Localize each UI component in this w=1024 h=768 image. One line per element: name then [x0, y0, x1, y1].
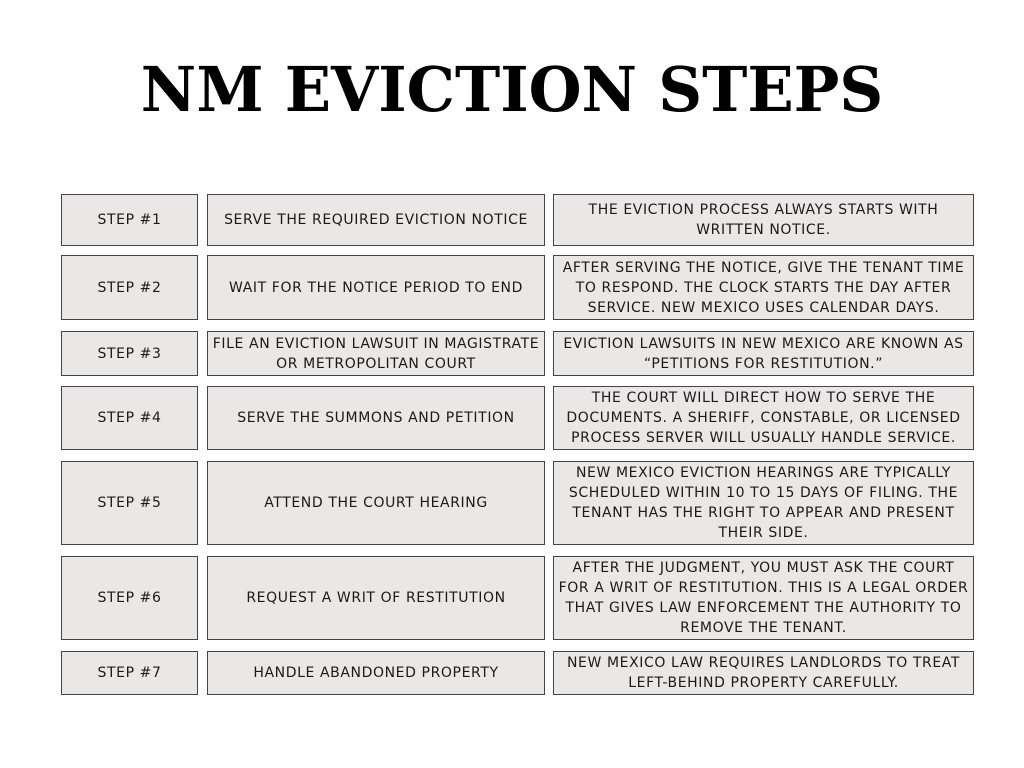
step-description: THE COURT WILL DIRECT HOW TO SERVE THE DOCUMENTS. A SHERIFF, CONSTABLE, OR LICENSED PROCESS SERVER WILL USUALLY HANDLE SERVICE.	[553, 386, 974, 450]
step-action: ATTEND THE COURT HEARING	[207, 461, 545, 545]
step-action: FILE AN EVICTION LAWSUIT IN MAGISTRATE OR METROPOLITAN COURT	[207, 331, 545, 376]
step-action: SERVE THE REQUIRED EVICTION NOTICE	[207, 194, 545, 246]
step-description: THE EVICTION PROCESS ALWAYS STARTS WITH WRITTEN NOTICE.	[553, 194, 974, 246]
step-action: HANDLE ABANDONED PROPERTY	[207, 651, 545, 695]
step-number: STEP #2	[61, 255, 198, 320]
step-number: STEP #6	[61, 556, 198, 640]
step-number: STEP #3	[61, 331, 198, 376]
step-row-3	[61, 331, 974, 376]
step-row-1	[61, 194, 974, 246]
step-description: AFTER THE JUDGMENT, YOU MUST ASK THE COURT FOR A WRIT OF RESTITUTION. THIS IS A LEGAL ORDER THAT GIVES LAW ENFORCEMENT THE AUTHORITY TO REMOVE THE TENANT.	[553, 556, 974, 640]
step-action: WAIT FOR THE NOTICE PERIOD TO END	[207, 255, 545, 320]
step-number: STEP #4	[61, 386, 198, 450]
page-title: NM EVICTION STEPS	[140, 53, 884, 126]
step-description: NEW MEXICO EVICTION HEARINGS ARE TYPICALLY SCHEDULED WITHIN 10 TO 15 DAYS OF FILING. THE TENANT HAS THE RIGHT TO APPEAR AND PRESENT THEIR SIDE.	[553, 461, 974, 545]
step-description: EVICTION LAWSUITS IN NEW MEXICO ARE KNOWN AS “PETITIONS FOR RESTITUTION.”	[553, 331, 974, 376]
step-action: SERVE THE SUMMONS AND PETITION	[207, 386, 545, 450]
step-description: AFTER SERVING THE NOTICE, GIVE THE TENANT TIME TO RESPOND. THE CLOCK STARTS THE DAY AFTER SERVICE. NEW MEXICO USES CALENDAR DAYS.	[553, 255, 974, 320]
step-description: NEW MEXICO LAW REQUIRES LANDLORDS TO TREAT LEFT-BEHIND PROPERTY CAREFULLY.	[553, 651, 974, 695]
step-row-7	[61, 651, 974, 695]
step-number: STEP #1	[61, 194, 198, 246]
step-row-4	[61, 386, 974, 450]
step-row-6	[61, 556, 974, 640]
step-row-5	[61, 461, 974, 545]
step-action: REQUEST A WRIT OF RESTITUTION	[207, 556, 545, 640]
step-number: STEP #7	[61, 651, 198, 695]
step-number: STEP #5	[61, 461, 198, 545]
step-row-2	[61, 255, 974, 320]
